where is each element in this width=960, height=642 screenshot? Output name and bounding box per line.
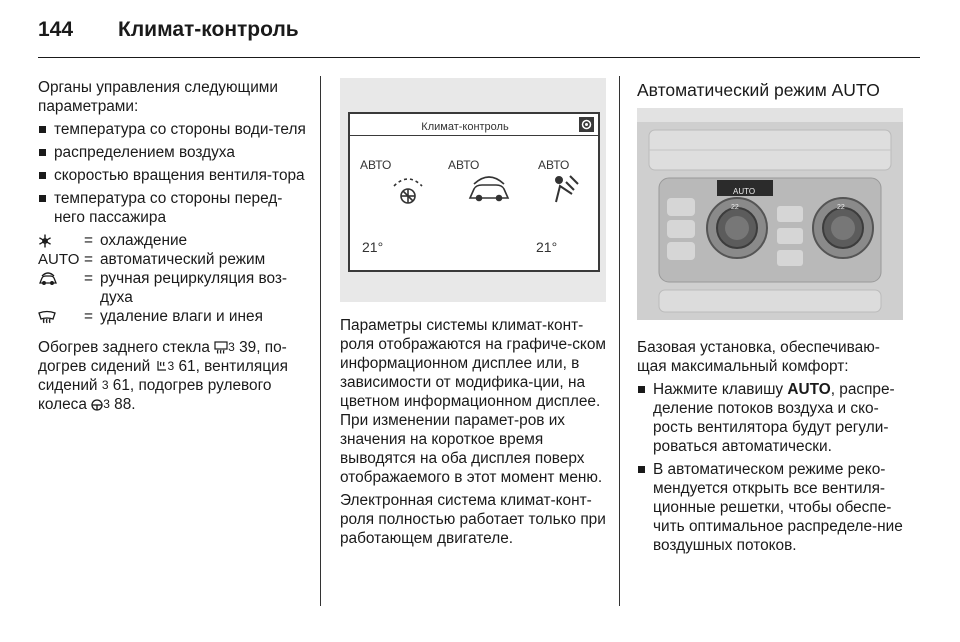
- legend-text: ручная рециркуляция воз-духа: [100, 270, 288, 306]
- legend-row-cooling: = охлаждение: [38, 231, 310, 250]
- column-3: [637, 78, 905, 559]
- page-ref-arrow: 3: [167, 359, 175, 373]
- settings-icon: [579, 117, 594, 132]
- auto-symbol: AUTO: [38, 251, 80, 268]
- list-item: температура со стороны води-теля: [38, 120, 310, 139]
- page-header: [38, 14, 920, 58]
- legend-text: охлаждение: [100, 232, 188, 249]
- intro-paragraph: Органы управления следующими параметрами:: [38, 79, 278, 115]
- paragraph: Электронная система климат-конт-роля полностью работает только при работающем двигателе.: [340, 492, 606, 547]
- auto-label-right: АВТО: [538, 158, 570, 172]
- list-item: Нажмите клавишу AUTO, распре-деление потоков воздуха и ско-рость вентилятора будут регули-роваться автоматически.: [637, 380, 905, 456]
- legend-text: удаление влаги и инея: [100, 308, 263, 325]
- page-title: Климат-контроль: [118, 18, 299, 41]
- list-item: В автоматическом режиме реко-мендуется открыть все вентиля-ционные решетки, чтобы обеспе-чить оптимальное распределе-ние воздушных потоков.: [637, 460, 905, 555]
- temp-right: 21°: [536, 239, 558, 255]
- windshield-defrost-icon: [38, 310, 56, 324]
- paragraph: Параметры системы климат-конт-роля отображаются на графиче-ском информационном дисплее или, в зависимости от модифика-ции, на цветном информационном дисплее. При изменении парамет-ров их значения на короткое время выводятся на оба дисплея поверх отображаемого в этот момент меню.: [340, 317, 606, 486]
- fan-icon: [388, 172, 428, 208]
- display-titlebar: [350, 114, 598, 136]
- legend-row-defrost: = удаление влаги и инея: [38, 307, 310, 326]
- page-ref-arrow: 3: [228, 340, 235, 354]
- dial-scale-left: 22: [731, 204, 739, 211]
- display-screen: [348, 112, 600, 272]
- list-item: распределением воздуха: [38, 143, 310, 162]
- column-1: [38, 78, 310, 418]
- auto-label-center: АВТО: [448, 158, 480, 172]
- rear-window-heat-icon: [214, 341, 228, 354]
- controls-list: [38, 120, 310, 227]
- climate-panel-photo: [637, 108, 903, 320]
- legend-text: автоматический режим: [100, 251, 266, 268]
- auto-button-label: AUTO: [733, 187, 756, 196]
- air-distribution-icon: [550, 172, 584, 208]
- column-divider-left: [320, 76, 321, 606]
- column-2: [340, 78, 606, 552]
- cross-reference-paragraph: Обогрев заднего стекла 3 39, по-догрев сидений 3 61, вентиляция сидений 3 61, подогрев рулевого колеса 3 88.: [38, 339, 288, 413]
- page-number: 144: [38, 18, 74, 41]
- control-panel-illustration: [637, 108, 903, 320]
- list-item: температура со стороны перед-него пассажира: [38, 189, 310, 227]
- page-ref-arrow: 3: [103, 397, 110, 411]
- list-item: скоростью вращения вентиля-тора: [38, 166, 310, 185]
- legend-row-auto: AUTO = автоматический режим: [38, 250, 310, 269]
- auto-label-left: АВТО: [360, 158, 392, 172]
- snowflake-icon: [38, 234, 52, 248]
- section-heading: Автоматический режим AUTO: [637, 80, 880, 100]
- auto-mode-list: [637, 380, 905, 555]
- steering-wheel-heat-icon: [91, 399, 103, 411]
- climate-display-illustration: [340, 78, 606, 302]
- legend-row-recirculation: = ручная рециркуляция воз-духа: [38, 269, 310, 307]
- dial-scale-right: 22: [837, 204, 845, 211]
- auto-keyword: AUTO: [787, 381, 831, 398]
- recirculation-car-icon: [38, 272, 58, 286]
- recirculation-car-icon: [466, 172, 512, 206]
- temp-left: 21°: [362, 239, 384, 255]
- column-divider-right: [619, 76, 620, 606]
- page-ref-arrow: 3: [101, 378, 109, 392]
- symbol-legend: [38, 231, 310, 326]
- seat-heat-icon: [155, 360, 168, 373]
- display-title: Климат-контроль: [421, 121, 509, 133]
- intro-paragraph: Базовая установка, обеспечиваю-щая максимальный комфорт:: [637, 339, 880, 375]
